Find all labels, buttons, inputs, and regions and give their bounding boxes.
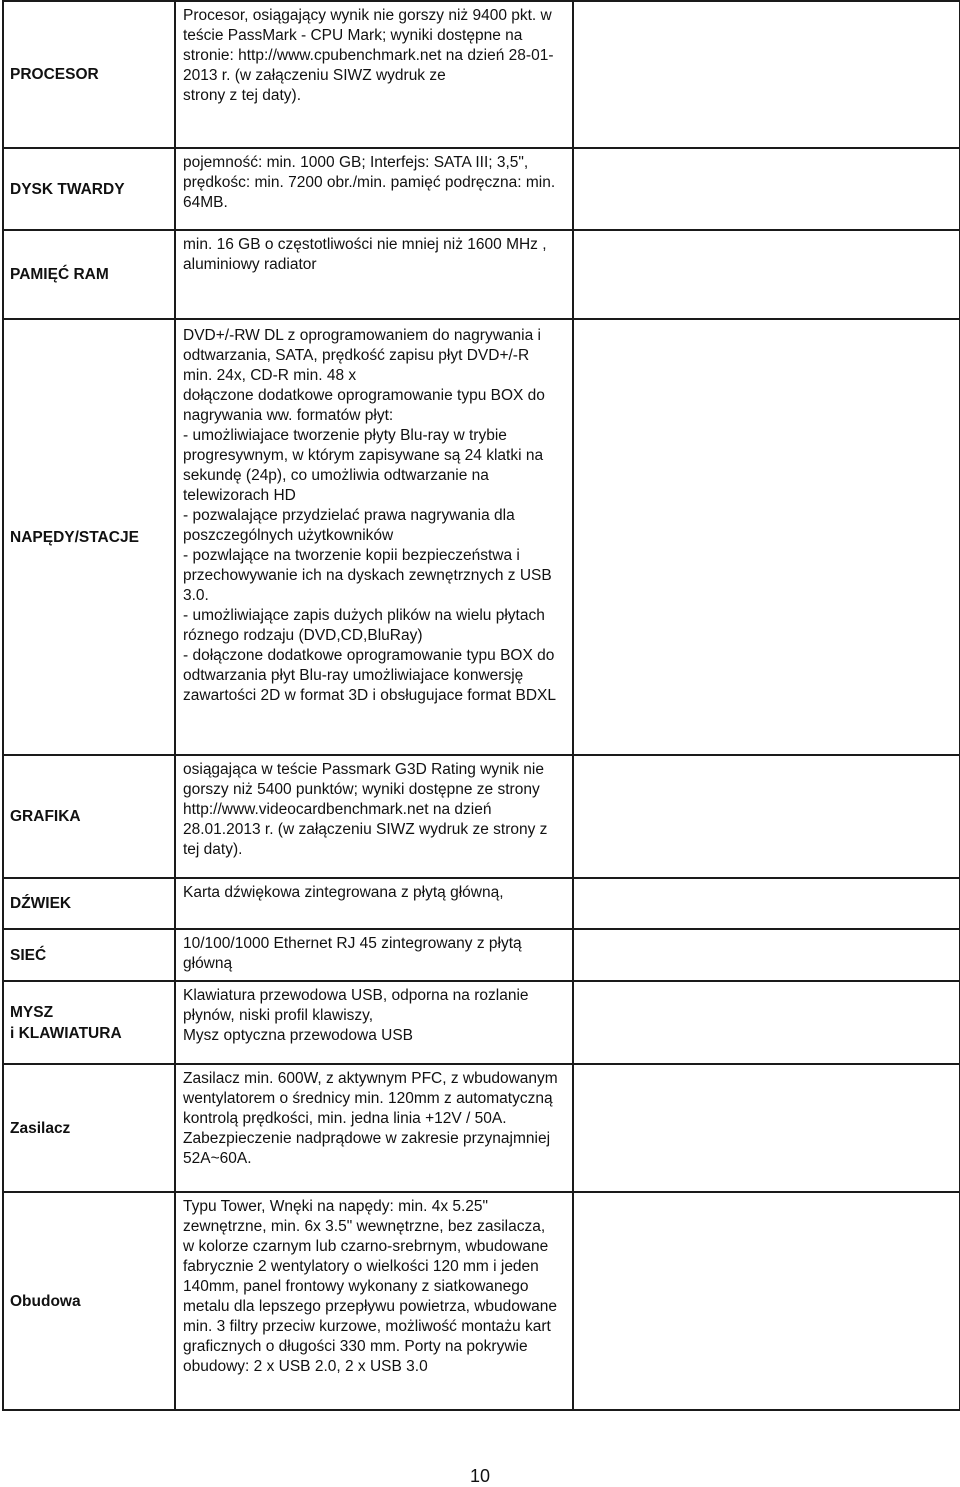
row-label: GRAFIKA xyxy=(3,755,175,878)
row-description: osiągająca w teście Passmark G3D Rating wynik nie gorszy niż 5400 punktów; wyniki dostępne ze strony http://www.videocardbenchmark.net na dzień 28.01.2013 r. (w załączeniu SIWZ wydruk ze strony z tej daty). xyxy=(175,755,573,878)
empty-cell xyxy=(573,319,960,755)
table-row xyxy=(3,981,960,1064)
row-label: DYSK TWARDY xyxy=(3,148,175,230)
row-description: min. 16 GB o częstotliwości nie mniej niż 1600 MHz , aluminiowy radiator xyxy=(175,230,573,319)
row-description: Procesor, osiągający wynik nie gorszy niż 9400 pkt. w teście PassMark - CPU Mark; wyniki dostępne na stronie: http://www.cpubenchmark.net na dzień 28-01- 2013 r. (w załączeniu SIWZ wydruk ze strony z tej daty). xyxy=(175,1,573,148)
row-description: Zasilacz min. 600W, z aktywnym PFC, z wbudowanym wentylatorem o średnicy min. 120mm z automatyczną kontrolą prędkości, min. jedna linia +12V / 50A. Zabezpieczenie nadprądowe w zakresie przynajmniej 52A~60A. xyxy=(175,1064,573,1192)
table-row xyxy=(3,230,960,319)
table-row xyxy=(3,148,960,230)
table-row xyxy=(3,755,960,878)
empty-cell xyxy=(573,981,960,1064)
table-row xyxy=(3,929,960,981)
spec-table xyxy=(2,0,960,1411)
row-description: DVD+/-RW DL z oprogramowaniem do nagrywania i odtwarzania, SATA, prędkość zapisu płyt DVD+/-R min. 24x, CD-R min. 48 x dołączone dodatkowe oprogramowanie typu BOX do nagrywania ww. formatów płyt: - umożliwiajace tworzenie płyty Blu-ray w trybie progresywnym, w którym zapisywane są 24 klatki na sekundę (24p), co umożliwia odtwarzanie na telewizorach HD - pozwalające przydzielać prawa nagrywania dla poszczególnych użytkowników - pozwlające na tworzenie kopii bezpieczeństwa i przechowywanie ich na dyskach zewnętrznych z USB 3.0. - umożliwiające zapis dużych plików na wielu płytach róznego rodzaju (DVD,CD,BluRay) - dołączone dodatkowe oprogramowanie typu BOX do odtwarzania płyt Blu-ray umożliwiajace konwersję zawartości 2D w format 3D i obsługujace format BDXL xyxy=(175,319,573,755)
row-label: DŹWIEK xyxy=(3,878,175,929)
empty-cell xyxy=(573,1192,960,1410)
empty-cell xyxy=(573,1064,960,1192)
empty-cell xyxy=(573,878,960,929)
row-label: NAPĘDY/STACJE xyxy=(3,319,175,755)
table-row xyxy=(3,319,960,755)
row-label: MYSZ i KLAWIATURA xyxy=(3,981,175,1064)
row-description: pojemność: min. 1000 GB; Interfejs: SATA III; 3,5", prędkośc: min. 7200 obr./min. pamięć podręczna: min. 64MB. xyxy=(175,148,573,230)
table-row xyxy=(3,1192,960,1410)
page-number: 10 xyxy=(469,1466,491,1486)
row-description: Karta dźwiękowa zintegrowana z płytą główną, xyxy=(175,878,573,929)
empty-cell xyxy=(573,1,960,148)
row-label: Zasilacz xyxy=(3,1064,175,1192)
empty-cell xyxy=(573,148,960,230)
empty-cell xyxy=(573,929,960,981)
table-row xyxy=(3,1064,960,1192)
row-label: PAMIĘĆ RAM xyxy=(3,230,175,319)
row-label: PROCESOR xyxy=(3,1,175,148)
row-label: SIEĆ xyxy=(3,929,175,981)
empty-cell xyxy=(573,230,960,319)
row-description: Klawiatura przewodowa USB, odporna na rozlanie płynów, niski profil klawiszy, Mysz optyczna przewodowa USB xyxy=(175,981,573,1064)
row-label: Obudowa xyxy=(3,1192,175,1410)
table-row xyxy=(3,878,960,929)
row-description: Typu Tower, Wnęki na napędy: min. 4x 5.25" zewnętrzne, min. 6x 3.5" wewnętrzne, bez zasilacza, w kolorze czarnym lub czarno-srebrnym, wbudowane fabrycznie 2 wentylatory o wielkości 120 mm i jeden 140mm, panel frontowy wykonany z siatkowanego metalu dla lepszego przepływu powietrza, wbudowane min. 3 filtry przeciw kurzowe, możliwość montażu kart graficznych o długości 330 mm. Porty na pokrywie obudowy: 2 x USB 2.0, 2 x USB 3.0 xyxy=(175,1192,573,1410)
table-row xyxy=(3,1,960,148)
empty-cell xyxy=(573,755,960,878)
row-description: 10/100/1000 Ethernet RJ 45 zintegrowany z płytą główną xyxy=(175,929,573,981)
